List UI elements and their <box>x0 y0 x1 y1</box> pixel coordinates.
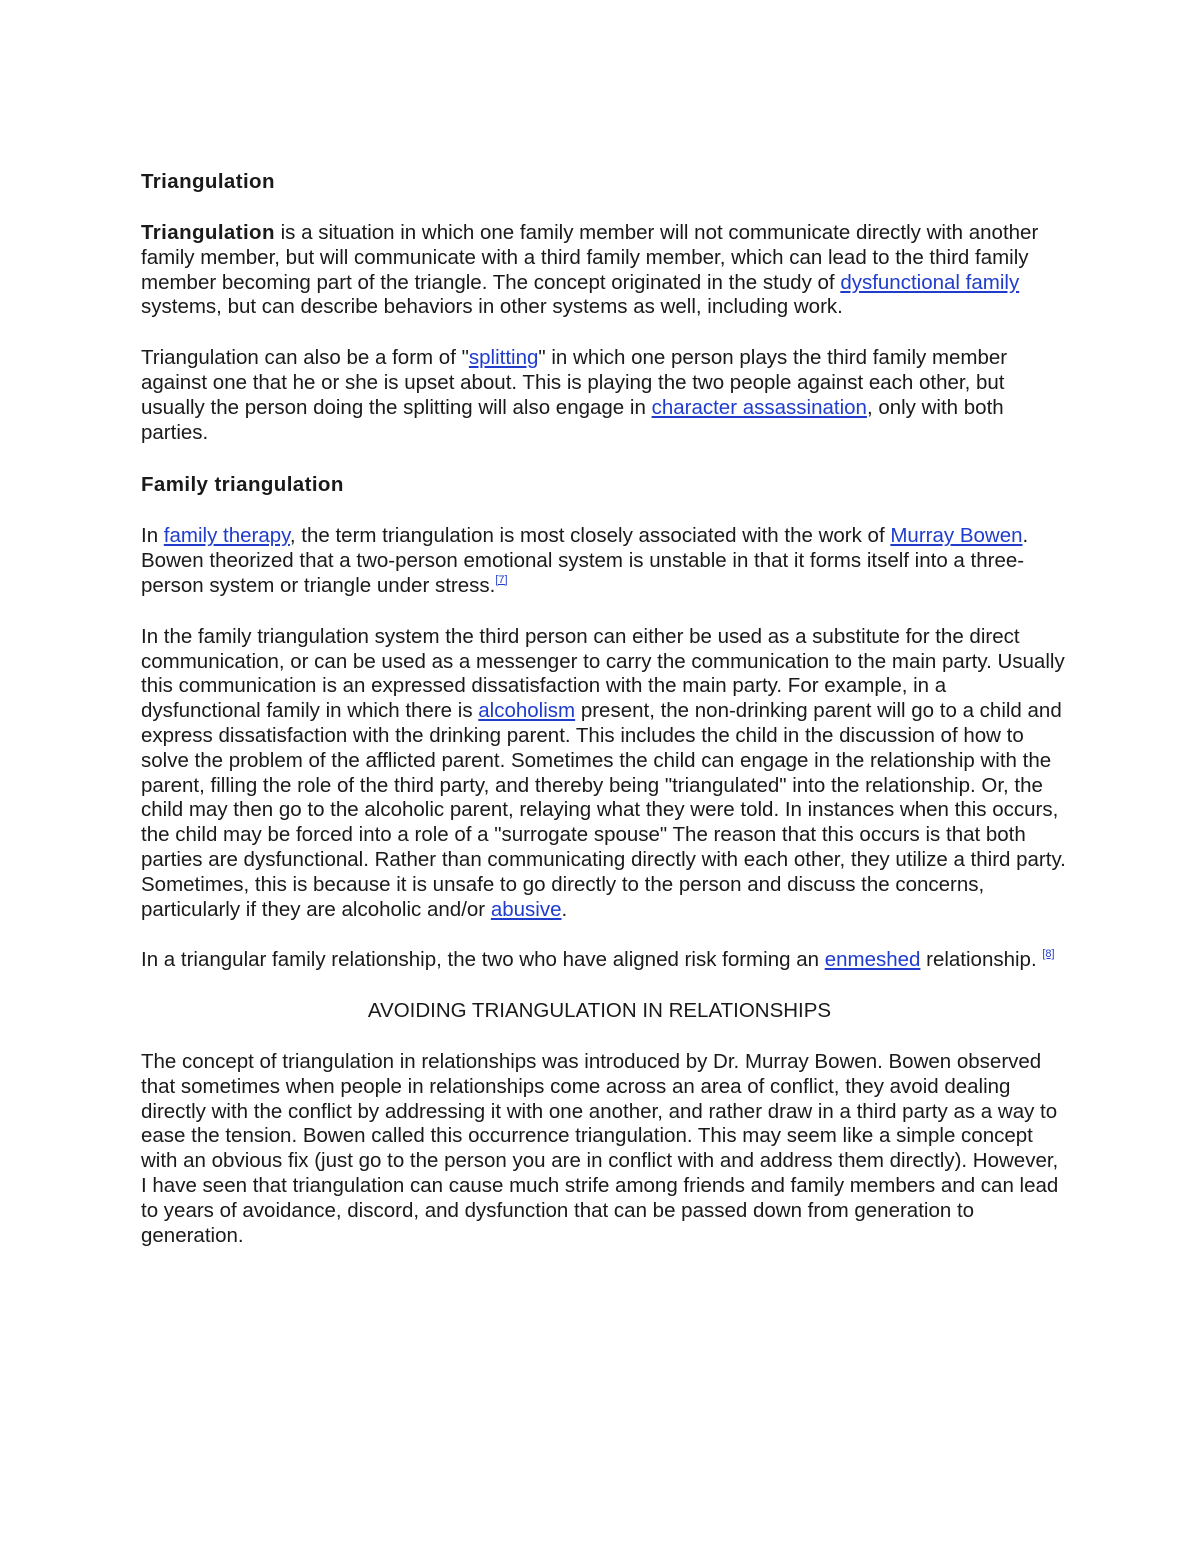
link-enmeshed[interactable]: enmeshed <box>824 948 921 972</box>
link-splitting[interactable]: splitting <box>468 346 539 370</box>
paragraph-text: systems, but can describe behaviors in other systems as well, including work. <box>141 295 843 319</box>
bold-term: Triangulation <box>141 221 275 244</box>
paragraph-text: Triangulation can also be a form of " <box>141 346 469 370</box>
link-family-therapy[interactable]: family therapy <box>163 524 290 548</box>
paragraph-text: , only with both parties. <box>141 395 1004 444</box>
paragraph-text: In the family triangulation system the third person can either be used as a substitute for the direct communication, or can be used as a messenger to carry the communication to the main party. Usually this communication is an expressed dissatisfaction with the main party. For example, in a dysfunctional family in which there is <box>141 624 1065 723</box>
section-heading-avoiding: AVOIDING TRIANGULATION IN RELATIONSHIPS <box>367 999 832 1023</box>
link-abusive[interactable]: abusive <box>490 897 562 921</box>
paragraph-text: . Bowen theorized that a two-person emotional system is unstable in that it forms itself into a three-person system or triangle under stress. <box>141 524 1029 597</box>
paragraph-text: In <box>141 524 164 548</box>
paragraph-text: " in which one person plays the third family member against one that he or she is upset about. This is playing the two people against each other, but usually the person doing the splitting will also engage in <box>141 346 1008 419</box>
paragraph-text: is a situation in which one family member will not communicate directly with another family member, but will communicate with a third family member, which can lead to the third family member becoming part of the triangle. The concept originated in the study of <box>141 221 1039 294</box>
document-title: Triangulation <box>141 170 275 193</box>
footnote-ref-7[interactable]: [7] <box>495 573 508 586</box>
paragraph-text: In a triangular family relationship, the two who have aligned risk forming an <box>141 948 825 972</box>
paragraph-system <box>141 625 1066 923</box>
document-page <box>141 168 1066 1248</box>
link-character-assassination[interactable]: character assassination <box>651 395 867 419</box>
paragraph-text: relationship. <box>920 948 1043 972</box>
link-dysfunctional-family[interactable]: dysfunctional family <box>840 270 1020 294</box>
link-alcoholism[interactable]: alcoholism <box>478 699 576 723</box>
paragraph-avoiding: The concept of triangulation in relationships was introduced by Dr. Murray Bowen. Bowen observed that sometimes when people in relationships come across an area of conflict, they avoid dealing directly with the conflict by addressing it with one another, and rather draw in a third party as a way to ease the tension. Bowen called this occurrence triangulation. This may seem like a simple concept with an obvious fix (just go to the person you are in conflict with and address them directly). However, I have seen that triangulation can cause much strife among friends and family members and can lead to years of avoidance, discord, and dysfunction that can be passed down from generation to generation. <box>141 1049 1059 1247</box>
link-murray-bowen[interactable]: Murray Bowen <box>890 524 1023 548</box>
section-heading-family-triangulation: Family triangulation <box>141 473 344 497</box>
paragraph-intro <box>141 221 1066 320</box>
paragraph-bowen <box>141 524 1066 598</box>
paragraph-splitting <box>141 346 1066 445</box>
footnote-ref-8[interactable]: [8] <box>1042 948 1055 961</box>
paragraph-text: present, the non-drinking parent will go to a child and express dissatisfaction with the drinking parent. This includes the child in the discussion of how to solve the problem of the afflicted parent. Sometimes the child can engage in the relationship with the parent, filling the role of the third party, and thereby being "triangulated" into the relationship. Or, the child may then go to the alcoholic parent, relaying what they were told. In instances when this occurs, the child may be forced into a role of a "surrogate spouse" The reason that this occurs is that both parties are dysfunctional. Rather than communicating directly with each other, they utilize a third party. Sometimes, this is because it is unsafe to go directly to the person and discuss the concerns, particularly if they are alcoholic and/or <box>141 699 1066 921</box>
paragraph-text: , the term triangulation is most closely associated with the work of <box>289 524 891 548</box>
paragraph-enmeshed <box>141 948 1066 973</box>
paragraph-text: . <box>561 897 568 921</box>
